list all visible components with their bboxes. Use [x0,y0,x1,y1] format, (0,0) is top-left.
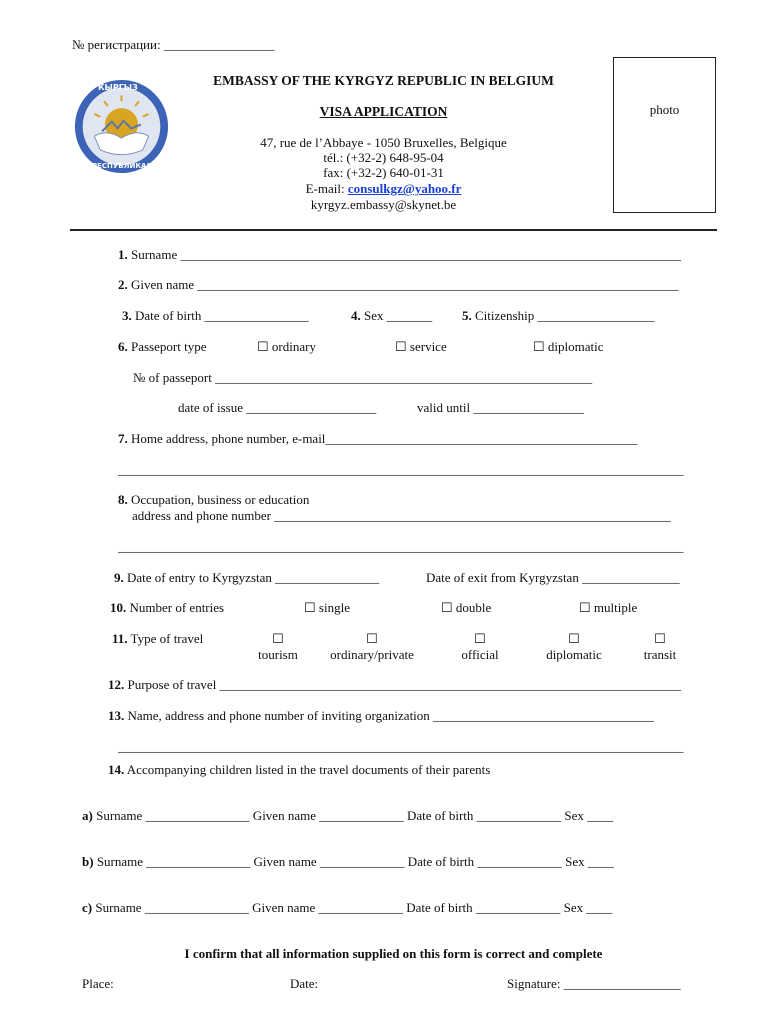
checkbox-tourism[interactable] [238,631,318,647]
field-date-of-issue[interactable]: date of issue ____________________ [178,400,377,415]
field-home-address-line2[interactable]: _______________________________________________________________________________________ [118,462,684,477]
registration-number: № регистрации: _________________ [72,37,275,52]
emblem-bottom-text: РЕСПУБЛИКАСЫ [92,162,159,170]
field-date-of-entry[interactable]: 9. Date of entry to Kyrgyzstan ________________ [114,570,380,585]
photo-box[interactable] [613,57,716,213]
field-valid-until[interactable]: valid until _________________ [417,400,584,415]
checkbox-ordinary[interactable]: ☐ ordinary [257,339,316,355]
field-sex[interactable]: 4. Sex _______ [351,308,433,323]
label-diplomatic-travel: diplomatic [546,647,602,662]
label-transit: transit [643,647,677,662]
field-given-name[interactable]: 2. Given name __________________________________________________________________________ [118,277,679,292]
field-occupation[interactable]: address and phone number _____________________________________________________________ [132,508,671,523]
field-number-of-entries: 10. Number of entries [110,600,225,615]
checkbox-diplomatic-passport[interactable]: ☐ diplomatic [533,339,604,355]
checkbox-single[interactable]: ☐ single [304,600,350,616]
checkbox-diplomatic-travel[interactable] [534,631,614,647]
checkbox-double[interactable]: ☐ double [441,600,491,616]
checkbox-multiple[interactable]: ☐ multiple [579,600,637,616]
field-date[interactable]: Date: [290,976,319,991]
embassy-fax: fax: (+32-2) 640-01-31 [323,165,444,180]
embassy-tel: tél.: (+32-2) 648-95-04 [323,150,444,165]
field-purpose-of-travel[interactable]: 12. Purpose of travel _______________________________________________________________________ [108,677,682,692]
email-label: E-mail: [305,181,348,196]
child-row-c[interactable]: c) Surname ________________ Given name _____________ Date of birth _____________ Sex ____ [82,900,613,915]
child-row-b[interactable]: b) Surname ________________ Given name _____________ Date of birth _____________ Sex ____ [82,854,614,869]
field-inviting-organization-line2[interactable]: _______________________________________________________________________________________ [118,739,684,754]
field-signature[interactable]: Signature: __________________ [507,976,681,991]
field-passport-type: 6. Passeport type [118,339,207,354]
field-occupation-label: 8. Occupation, business or education [118,492,310,507]
label-official: official [461,647,499,662]
embassy-email-2: kyrgyz.embassy@skynet.be [310,197,457,212]
embassy-name: EMBASSY OF THE KYRGYZ REPUBLIC IN BELGIUM [213,73,554,88]
confirmation-statement: I confirm that all information supplied on this form is correct and complete [184,946,603,961]
field-date-of-exit[interactable]: Date of exit from Kyrgyzstan _______________ [426,570,680,585]
field-place[interactable]: Place: [82,976,114,991]
label-ordinary-private: ordinary/private [330,647,414,662]
checkbox-ordinary-private[interactable] [312,631,432,647]
email-link[interactable]: consulkgz@yahoo.fr [347,181,462,196]
checkbox-transit[interactable] [630,631,690,647]
embassy-address: 47, rue de l’Abbaye - 1050 Bruxelles, Belgique [260,135,507,150]
field-home-address[interactable]: 7. Home address, phone number, e-mail________________________________________________ [118,431,638,446]
field-citizenship[interactable]: 5. Citizenship __________________ [462,308,655,323]
emblem-top-text: КЫРГЫЗ [98,83,138,92]
photo-label: photo [649,102,680,117]
checkbox-official[interactable] [440,631,520,647]
field-date-of-birth[interactable]: 3. Date of birth ________________ [122,308,309,323]
child-row-a[interactable]: a) Surname ________________ Given name _____________ Date of birth _____________ Sex ____ [82,808,614,823]
header-divider [70,229,717,231]
field-inviting-organization[interactable]: 13. Name, address and phone number of inviting organization __________________________________ [108,708,655,723]
label-tourism: tourism [258,647,298,662]
field-occupation-line2[interactable]: _______________________________________________________________________________________ [118,539,684,554]
field-accompanying-children: 14. Accompanying children listed in the travel documents of their parents [108,762,491,777]
field-passport-number[interactable]: № of passeport __________________________________________________________ [133,370,593,385]
field-type-of-travel: 11. Type of travel [112,631,204,646]
embassy-email-line [170,181,597,197]
form-title: VISA APPLICATION [319,104,448,119]
checkbox-service[interactable]: ☐ service [395,339,447,355]
field-surname[interactable]: 1. Surname _____________________________________________________________________________ [118,247,681,262]
